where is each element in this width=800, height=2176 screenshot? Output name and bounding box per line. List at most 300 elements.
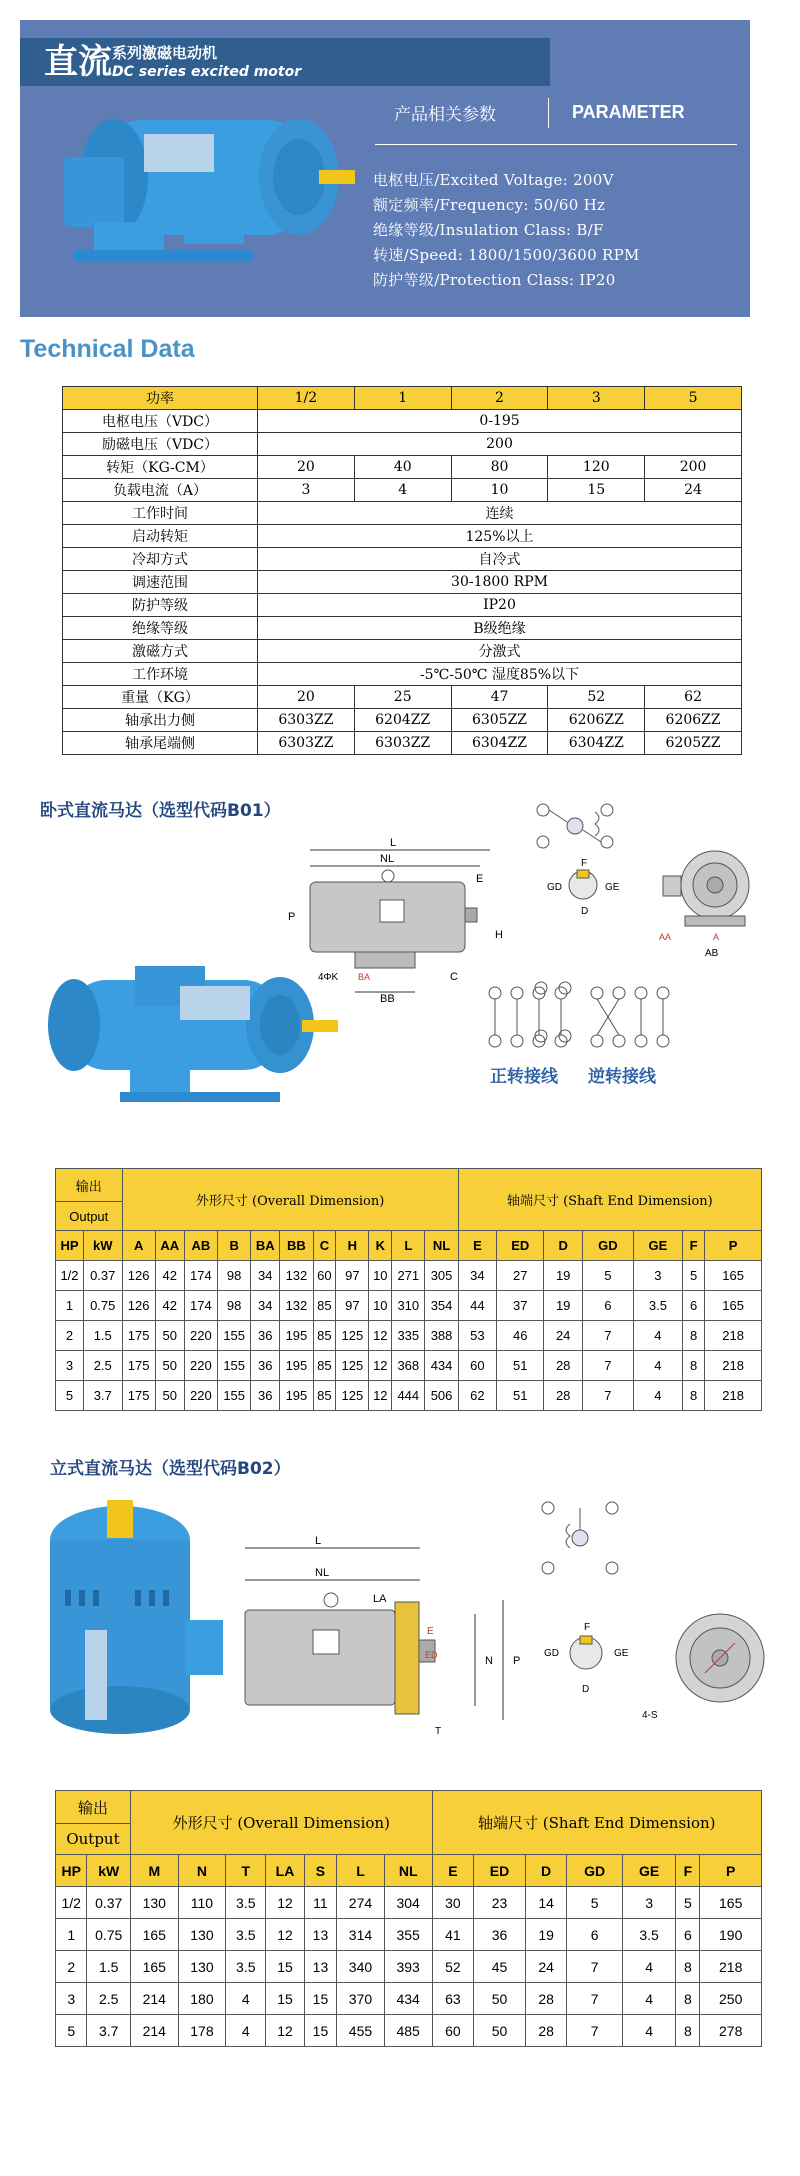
dim-label-t: T bbox=[435, 1726, 442, 1737]
table-cell: 5 bbox=[683, 1261, 705, 1291]
column-header: K bbox=[369, 1231, 392, 1261]
dim-label-l: L bbox=[390, 837, 397, 849]
table-cell: 60 bbox=[432, 2015, 474, 2047]
table-row bbox=[63, 663, 742, 686]
table-cell: 354 bbox=[425, 1291, 458, 1321]
table-cell: 51 bbox=[497, 1381, 544, 1411]
table-cell: 3.5 bbox=[226, 1887, 266, 1919]
column-header: BB bbox=[280, 1231, 313, 1261]
param-rule bbox=[375, 144, 737, 145]
table-cell: 125 bbox=[336, 1321, 369, 1351]
row-label: 励磁电压（VDC） bbox=[63, 433, 258, 456]
spec-list bbox=[373, 168, 640, 293]
table-cell: 165 bbox=[130, 1951, 178, 1983]
cell: 6303ZZ bbox=[258, 732, 355, 755]
vertical-wiring-diagram bbox=[530, 1498, 780, 1738]
row-value: 200 bbox=[258, 433, 742, 456]
table-cell: 178 bbox=[178, 2015, 226, 2047]
table-cell: 12 bbox=[369, 1351, 392, 1381]
table-cell: 50 bbox=[155, 1321, 184, 1351]
row-label: 轴承尾端侧 bbox=[63, 732, 258, 755]
table-cell: 2.5 bbox=[83, 1351, 122, 1381]
row-label: 冷却方式 bbox=[63, 548, 258, 571]
table-cell: 434 bbox=[384, 1983, 432, 2015]
column-header: kW bbox=[87, 1855, 130, 1887]
dim-label-ba: BA bbox=[358, 972, 371, 982]
title-cn: 直流 bbox=[44, 42, 112, 82]
row-label: 电枢电压（VDC） bbox=[63, 410, 258, 433]
table-cell: 24 bbox=[525, 1951, 567, 1983]
row-label: 工作环境 bbox=[63, 663, 258, 686]
table-cell: 28 bbox=[525, 1983, 567, 2015]
row-label: 启动转矩 bbox=[63, 525, 258, 548]
column-header: P bbox=[700, 1855, 762, 1887]
dim-label-p: P bbox=[288, 911, 296, 923]
column-header: GD bbox=[567, 1855, 622, 1887]
table-row bbox=[63, 525, 742, 548]
column-header: AB bbox=[184, 1231, 217, 1261]
dim-label-f: F bbox=[581, 858, 588, 869]
column-header: L bbox=[392, 1231, 425, 1261]
table-cell: 60 bbox=[458, 1351, 496, 1381]
cell: 200 bbox=[645, 456, 742, 479]
table-cell: 506 bbox=[425, 1381, 458, 1411]
table-cell: 10 bbox=[369, 1261, 392, 1291]
table-cell: 15 bbox=[266, 1983, 304, 2015]
table-cell: 13 bbox=[304, 1951, 336, 1983]
table-cell: 1.5 bbox=[83, 1321, 122, 1351]
row-value: -5℃-50℃ 湿度85%以下 bbox=[258, 663, 742, 686]
table-cell: 3 bbox=[56, 1983, 87, 2015]
table-cell: 6 bbox=[676, 1919, 700, 1951]
column-header: D bbox=[525, 1855, 567, 1887]
table-cell: 132 bbox=[280, 1291, 313, 1321]
table-cell: 34 bbox=[458, 1261, 496, 1291]
table-cell: 130 bbox=[178, 1919, 226, 1951]
table-cell: 3.5 bbox=[622, 1919, 675, 1951]
spec-insulation: 绝缘等级/Insulation Class: B/F bbox=[373, 221, 604, 239]
column-header: P bbox=[705, 1231, 762, 1261]
cell: 40 bbox=[354, 456, 451, 479]
table-cell: 60 bbox=[313, 1261, 336, 1291]
horizontal-dimension-table bbox=[55, 1168, 762, 1411]
table-cell: 85 bbox=[313, 1291, 336, 1321]
table-cell: 7 bbox=[582, 1351, 633, 1381]
vertical-motor-photo bbox=[35, 1490, 235, 1750]
dim-label-c: C bbox=[450, 971, 458, 983]
row-label: 调速范围 bbox=[63, 571, 258, 594]
table-cell: 1/2 bbox=[56, 1261, 84, 1291]
header-cell: 2 bbox=[451, 387, 548, 410]
table-row bbox=[56, 1321, 762, 1351]
cell: 6303ZZ bbox=[258, 709, 355, 732]
table-row bbox=[63, 433, 742, 456]
table-cell: 36 bbox=[251, 1351, 280, 1381]
cell: 80 bbox=[451, 456, 548, 479]
table-cell: 7 bbox=[567, 2015, 622, 2047]
vertical-dimension-table bbox=[55, 1790, 762, 2047]
table-cell: 3.5 bbox=[226, 1919, 266, 1951]
table-cell: 218 bbox=[705, 1381, 762, 1411]
table-cell: 126 bbox=[122, 1261, 155, 1291]
table-cell: 85 bbox=[313, 1351, 336, 1381]
dim-label-e: E bbox=[476, 873, 484, 885]
table-cell: 278 bbox=[700, 2015, 762, 2047]
table-cell: 41 bbox=[432, 1919, 474, 1951]
table-cell: 11 bbox=[304, 1887, 336, 1919]
table-cell: 28 bbox=[525, 2015, 567, 2047]
dim-label-4k: 4ΦK bbox=[318, 972, 339, 983]
output-en-cell: Output bbox=[56, 1824, 131, 1855]
row-label: 工作时间 bbox=[63, 502, 258, 525]
table-cell: 155 bbox=[218, 1351, 251, 1381]
table-row bbox=[56, 1291, 762, 1321]
header-cell: 1/2 bbox=[258, 387, 355, 410]
cell: 10 bbox=[451, 479, 548, 502]
header-cell: 3 bbox=[548, 387, 645, 410]
table-cell: 175 bbox=[122, 1381, 155, 1411]
overall-dimension-header: 外形尺寸 (Overall Dimension) bbox=[122, 1169, 458, 1231]
table-cell: 110 bbox=[178, 1887, 226, 1919]
table-cell: 174 bbox=[184, 1291, 217, 1321]
cell: 47 bbox=[451, 686, 548, 709]
table-cell: 15 bbox=[266, 1951, 304, 1983]
table-cell: 36 bbox=[251, 1321, 280, 1351]
table-cell: 8 bbox=[676, 2015, 700, 2047]
spec-speed: 转速/Speed: 1800/1500/3600 RPM bbox=[373, 246, 640, 264]
table-cell: 7 bbox=[567, 1951, 622, 1983]
table-cell: 3.7 bbox=[87, 2015, 130, 2047]
table-cell: 175 bbox=[122, 1351, 155, 1381]
table-cell: 44 bbox=[458, 1291, 496, 1321]
table-cell: 3 bbox=[622, 1887, 675, 1919]
dim-label-ge: GE bbox=[614, 1648, 629, 1659]
table-cell: 355 bbox=[384, 1919, 432, 1951]
overall-dimension-header: 外形尺寸 (Overall Dimension) bbox=[130, 1791, 432, 1855]
column-header: LA bbox=[266, 1855, 304, 1887]
dim-label-p: P bbox=[513, 1655, 521, 1667]
table-cell: 155 bbox=[218, 1381, 251, 1411]
table-row bbox=[63, 617, 742, 640]
dim-label-bb: BB bbox=[380, 993, 395, 1005]
table-cell: 6 bbox=[582, 1291, 633, 1321]
column-header: GE bbox=[622, 1855, 675, 1887]
cell: 3 bbox=[258, 479, 355, 502]
row-value: 0-195 bbox=[258, 410, 742, 433]
table-cell: 85 bbox=[313, 1321, 336, 1351]
dim-label-d: D bbox=[582, 1684, 590, 1695]
table-cell: 50 bbox=[155, 1381, 184, 1411]
param-heading-cn: 产品相关参数 bbox=[394, 105, 496, 125]
table-cell: 125 bbox=[336, 1351, 369, 1381]
column-header: E bbox=[458, 1231, 496, 1261]
column-header: H bbox=[336, 1231, 369, 1261]
cell: 6204ZZ bbox=[354, 709, 451, 732]
vertical-table-body bbox=[56, 1887, 762, 2047]
cell: 6304ZZ bbox=[548, 732, 645, 755]
table-cell: 50 bbox=[474, 1983, 525, 2015]
cell: 20 bbox=[258, 686, 355, 709]
table-cell: 165 bbox=[700, 1887, 762, 1919]
table-cell: 1 bbox=[56, 1919, 87, 1951]
table-cell: 6 bbox=[683, 1291, 705, 1321]
table-cell: 8 bbox=[676, 1983, 700, 2015]
motor-photo bbox=[34, 112, 359, 302]
table-cell: 36 bbox=[251, 1381, 280, 1411]
cell: 6206ZZ bbox=[645, 709, 742, 732]
table-cell: 24 bbox=[544, 1321, 582, 1351]
reverse-wiring-caption: 逆转接线 bbox=[588, 1067, 656, 1087]
column-header: GE bbox=[633, 1231, 682, 1261]
table-cell: 126 bbox=[122, 1291, 155, 1321]
table-row bbox=[63, 709, 742, 732]
table-cell: 218 bbox=[700, 1951, 762, 1983]
dim-label-f: F bbox=[584, 1622, 591, 1633]
dim-label-ab: AB bbox=[705, 948, 719, 959]
column-header: NL bbox=[384, 1855, 432, 1887]
table-cell: 13 bbox=[304, 1919, 336, 1951]
table-cell: 53 bbox=[458, 1321, 496, 1351]
subtitle-en: DC series excited motor bbox=[112, 64, 302, 80]
subtitle-cn: 系列激磁电动机 bbox=[112, 44, 218, 62]
table-cell: 4 bbox=[622, 1983, 675, 2015]
table-cell: 214 bbox=[130, 1983, 178, 2015]
table-cell: 250 bbox=[700, 1983, 762, 2015]
table-cell: 1.5 bbox=[87, 1951, 130, 1983]
dim-label-aa: AA bbox=[659, 932, 672, 942]
table-row bbox=[56, 2015, 762, 2047]
column-header: B bbox=[218, 1231, 251, 1261]
table-row bbox=[56, 1261, 762, 1291]
table-row bbox=[63, 456, 742, 479]
column-header: ED bbox=[497, 1231, 544, 1261]
table-row bbox=[63, 594, 742, 617]
table-cell: 314 bbox=[337, 1919, 385, 1951]
dim-label-la: LA bbox=[373, 1593, 387, 1605]
table-cell: 3.5 bbox=[226, 1951, 266, 1983]
horizontal-table-body bbox=[56, 1261, 762, 1411]
vertical-dimension-drawing bbox=[235, 1530, 530, 1740]
output-cn-cell: 输出 bbox=[56, 1791, 131, 1824]
table-cell: 15 bbox=[304, 2015, 336, 2047]
table-cell: 485 bbox=[384, 2015, 432, 2047]
row-label: 激磁方式 bbox=[63, 640, 258, 663]
param-divider bbox=[548, 98, 549, 128]
column-header: D bbox=[544, 1231, 582, 1261]
spec-frequency: 额定频率/Frequency: 50/60 Hz bbox=[373, 196, 606, 214]
table-cell: 2 bbox=[56, 1321, 84, 1351]
table-cell: 125 bbox=[336, 1381, 369, 1411]
table-cell: 2 bbox=[56, 1951, 87, 1983]
header-cell: 5 bbox=[645, 387, 742, 410]
table-cell: 4 bbox=[633, 1351, 682, 1381]
dim-label-l: L bbox=[315, 1535, 322, 1547]
table-cell: 220 bbox=[184, 1321, 217, 1351]
table-cell: 50 bbox=[155, 1351, 184, 1381]
table-cell: 4 bbox=[622, 2015, 675, 2047]
column-header: S bbox=[304, 1855, 336, 1887]
row-value: 自冷式 bbox=[258, 548, 742, 571]
table-cell: 4 bbox=[226, 2015, 266, 2047]
row-label: 防护等级 bbox=[63, 594, 258, 617]
shaft-dimension-header: 轴端尺寸 (Shaft End Dimension) bbox=[432, 1791, 761, 1855]
table-cell: 130 bbox=[130, 1887, 178, 1919]
table-cell: 4 bbox=[226, 1983, 266, 2015]
table-cell: 0.75 bbox=[83, 1291, 122, 1321]
cell: 62 bbox=[645, 686, 742, 709]
table-cell: 3.5 bbox=[633, 1291, 682, 1321]
row-value: 125%以上 bbox=[258, 525, 742, 548]
table-row bbox=[63, 502, 742, 525]
table-cell: 12 bbox=[369, 1381, 392, 1411]
table-cell: 42 bbox=[155, 1261, 184, 1291]
table-cell: 19 bbox=[544, 1291, 582, 1321]
dim-label-a: A bbox=[713, 932, 720, 942]
terminal-wiring-diagram bbox=[485, 985, 685, 1055]
table-cell: 19 bbox=[525, 1919, 567, 1951]
dim-label-nl: NL bbox=[380, 853, 395, 865]
table-cell: 85 bbox=[313, 1381, 336, 1411]
table-cell: 218 bbox=[705, 1321, 762, 1351]
table-cell: 42 bbox=[155, 1291, 184, 1321]
shaft-dimension-header: 轴端尺寸 (Shaft End Dimension) bbox=[458, 1169, 761, 1231]
horizontal-motor-photo bbox=[40, 950, 360, 1120]
table-cell: 305 bbox=[425, 1261, 458, 1291]
table-cell: 37 bbox=[497, 1291, 544, 1321]
spec-protection: 防护等级/Protection Class: IP20 bbox=[373, 271, 616, 289]
table-cell: 12 bbox=[369, 1321, 392, 1351]
row-label: 转矩（KG-CM） bbox=[63, 456, 258, 479]
column-header: AA bbox=[155, 1231, 184, 1261]
table-cell: 4 bbox=[633, 1321, 682, 1351]
column-header: NL bbox=[425, 1231, 458, 1261]
dim-label-gd: GD bbox=[547, 882, 562, 893]
column-header: M bbox=[130, 1855, 178, 1887]
row-label: 重量（KG） bbox=[63, 686, 258, 709]
table-row bbox=[56, 1983, 762, 2015]
table-cell: 97 bbox=[336, 1291, 369, 1321]
horizontal-column-header-row bbox=[56, 1231, 762, 1261]
table-row bbox=[63, 479, 742, 502]
table-cell: 98 bbox=[218, 1291, 251, 1321]
table-cell: 14 bbox=[525, 1887, 567, 1919]
table-row bbox=[63, 571, 742, 594]
row-value: IP20 bbox=[258, 594, 742, 617]
title-bar bbox=[20, 38, 550, 86]
cell: 4 bbox=[354, 479, 451, 502]
row-value: 30-1800 RPM bbox=[258, 571, 742, 594]
table-cell: 7 bbox=[582, 1321, 633, 1351]
row-label: 轴承出力侧 bbox=[63, 709, 258, 732]
column-header: C bbox=[313, 1231, 336, 1261]
dim-label-ge: GE bbox=[605, 882, 620, 893]
column-header: A bbox=[122, 1231, 155, 1261]
table-cell: 444 bbox=[392, 1381, 425, 1411]
table-cell: 5 bbox=[582, 1261, 633, 1291]
section-title-technical-data: Technical Data bbox=[20, 335, 195, 363]
table-cell: 335 bbox=[392, 1321, 425, 1351]
product-banner bbox=[20, 20, 750, 317]
table-cell: 28 bbox=[544, 1381, 582, 1411]
column-header: ED bbox=[474, 1855, 525, 1887]
table-row bbox=[56, 1951, 762, 1983]
table-cell: 165 bbox=[705, 1261, 762, 1291]
table-row bbox=[56, 1887, 762, 1919]
table-cell: 63 bbox=[432, 1983, 474, 2015]
table-row bbox=[63, 548, 742, 571]
cell: 52 bbox=[548, 686, 645, 709]
table-cell: 174 bbox=[184, 1261, 217, 1291]
table-cell: 155 bbox=[218, 1321, 251, 1351]
table-row bbox=[63, 640, 742, 663]
table-row bbox=[63, 732, 742, 755]
cell: 6205ZZ bbox=[645, 732, 742, 755]
table-cell: 455 bbox=[337, 2015, 385, 2047]
column-header: HP bbox=[56, 1855, 87, 1887]
table-cell: 62 bbox=[458, 1381, 496, 1411]
table-cell: 434 bbox=[425, 1351, 458, 1381]
output-cn-cell: 输出 bbox=[56, 1169, 123, 1202]
table-cell: 7 bbox=[567, 1983, 622, 2015]
table-row bbox=[56, 1351, 762, 1381]
table-cell: 214 bbox=[130, 2015, 178, 2047]
dim-label-nl: NL bbox=[315, 1567, 330, 1579]
cell: 6305ZZ bbox=[451, 709, 548, 732]
dim-label-4s: 4-S bbox=[642, 1710, 658, 1721]
cell: 25 bbox=[354, 686, 451, 709]
table-cell: 130 bbox=[178, 1951, 226, 1983]
table-cell: 8 bbox=[683, 1351, 705, 1381]
column-header: F bbox=[683, 1231, 705, 1261]
output-en-cell: Output bbox=[56, 1202, 123, 1231]
table-cell: 195 bbox=[280, 1381, 313, 1411]
table-row bbox=[63, 686, 742, 709]
row-label: 绝缘等级 bbox=[63, 617, 258, 640]
table-cell: 393 bbox=[384, 1951, 432, 1983]
table-header-row bbox=[63, 387, 742, 410]
forward-wiring-caption: 正转接线 bbox=[490, 1067, 558, 1087]
table-cell: 0.37 bbox=[87, 1887, 130, 1919]
table-row bbox=[56, 1919, 762, 1951]
table-cell: 175 bbox=[122, 1321, 155, 1351]
dim-label-gd: GD bbox=[544, 1648, 559, 1659]
table-cell: 3 bbox=[633, 1261, 682, 1291]
row-value: 分激式 bbox=[258, 640, 742, 663]
param-heading-en: PARAMETER bbox=[572, 102, 685, 122]
column-header: kW bbox=[83, 1231, 122, 1261]
column-header: E bbox=[432, 1855, 474, 1887]
table-cell: 51 bbox=[497, 1351, 544, 1381]
table-cell: 98 bbox=[218, 1261, 251, 1291]
table-cell: 218 bbox=[705, 1351, 762, 1381]
table-cell: 304 bbox=[384, 1887, 432, 1919]
table-cell: 52 bbox=[432, 1951, 474, 1983]
column-header: L bbox=[337, 1855, 385, 1887]
table-cell: 165 bbox=[705, 1291, 762, 1321]
table-cell: 165 bbox=[130, 1919, 178, 1951]
cell: 6206ZZ bbox=[548, 709, 645, 732]
dim-label-e: E bbox=[427, 1626, 434, 1637]
table-cell: 8 bbox=[683, 1381, 705, 1411]
table-cell: 274 bbox=[337, 1887, 385, 1919]
cell: 24 bbox=[645, 479, 742, 502]
column-header: N bbox=[178, 1855, 226, 1887]
vertical-column-header-row bbox=[56, 1855, 762, 1887]
row-label: 负载电流（A） bbox=[63, 479, 258, 502]
horizontal-motor-heading: 卧式直流马达（选型代码B01） bbox=[40, 801, 281, 821]
column-header: F bbox=[676, 1855, 700, 1887]
table-cell: 7 bbox=[582, 1381, 633, 1411]
